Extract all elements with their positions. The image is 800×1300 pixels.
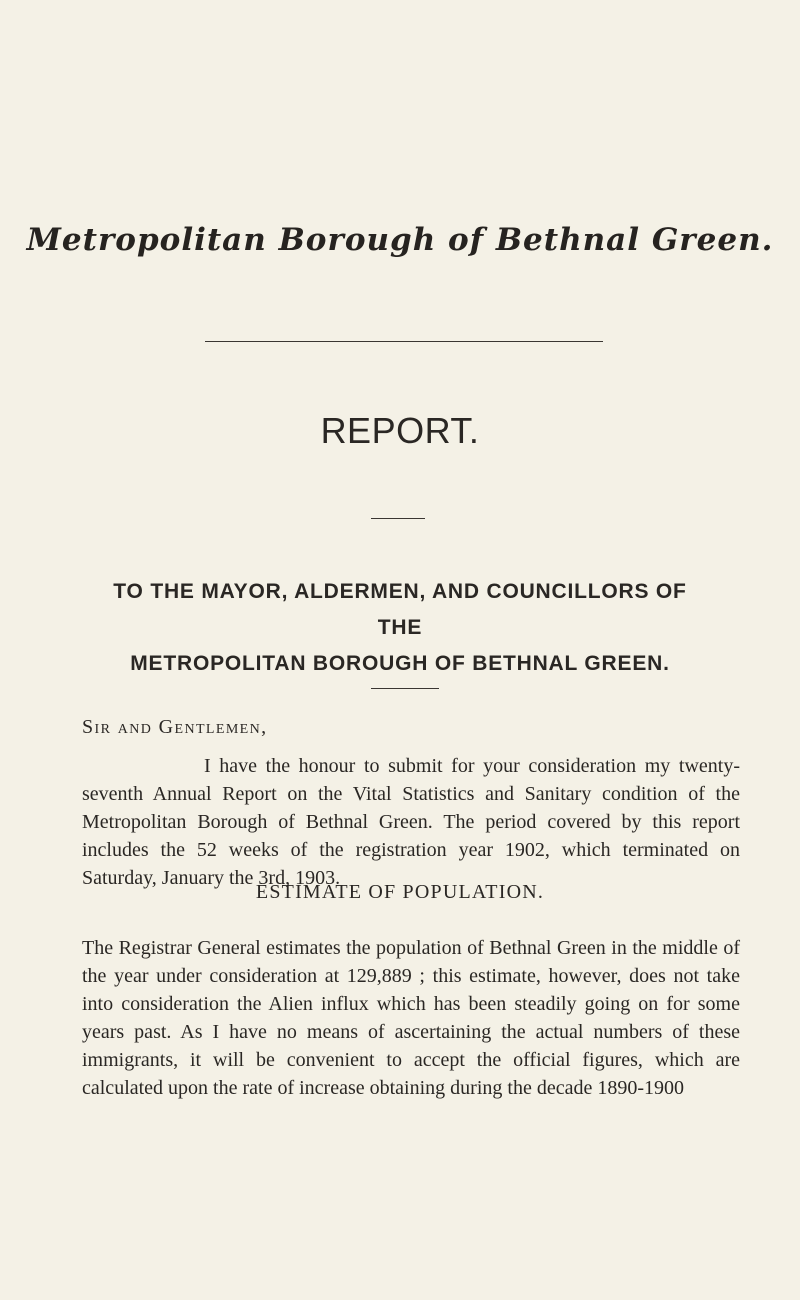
report-title: REPORT. [320, 410, 480, 451]
title-divider [371, 518, 425, 519]
address-block [90, 574, 710, 682]
section-title-population: ESTIMATE OF POPULATION. [255, 881, 545, 903]
address-divider [371, 688, 439, 689]
salutation: Sir and Gentlemen, [82, 716, 268, 738]
address-line-1: TO THE MAYOR, ALDERMEN, AND COUNCILLORS OF THE [113, 580, 687, 639]
borough-heading: Metropolitan Borough of Bethnal Green. [26, 222, 774, 258]
address-line-2: METROPOLITAN BOROUGH OF BETHNAL GREEN. [130, 652, 670, 675]
population-paragraph: The Registrar General estimates the population of Bethnal Green in the middle of the year under consideration at 129,889 ; this estimate, however, does not take into consideration the Alien influx which has been steadily going on for some years past. As I have no means of ascertaining the actual numbers of these immigrants, it will be convenient to accept the official figures, which are calculated upon the rate of increase obtaining during the decade 1890-1900 [82, 937, 740, 1099]
intro-paragraph: I have the honour to submit for your consideration my twenty-seventh Annual Report on the Vital Statistics and Sanitary condition of the Metropolitan Borough of Bethnal Green. The period covered by this report includes the 52 weeks of the registration year 1902, which terminated on Saturday, January the 3rd, 1903. [82, 755, 740, 889]
heading-divider [205, 341, 603, 342]
